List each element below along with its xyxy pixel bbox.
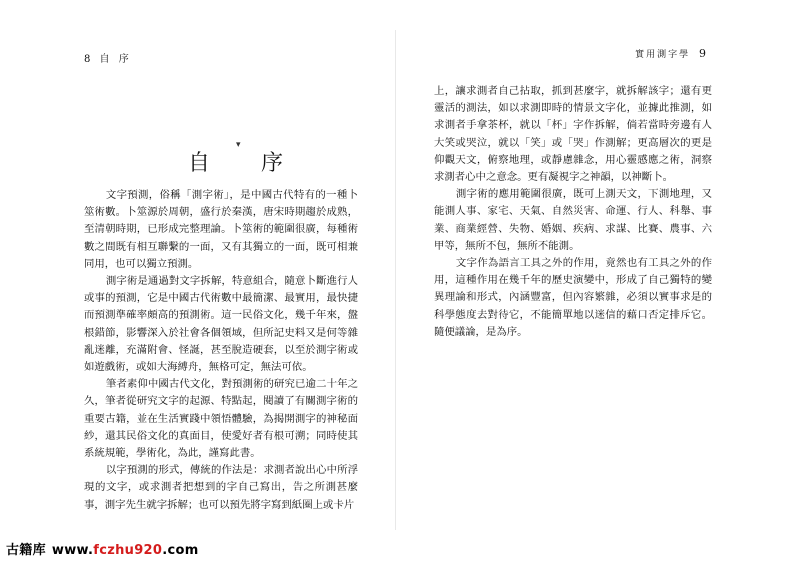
left-body-text — [84, 187, 358, 514]
watermark-url-domain: fczhu920 — [93, 543, 163, 558]
preface-title: 自 序 — [188, 151, 305, 176]
right-page — [396, 0, 793, 540]
paragraph: 測字術是通過對文字拆解，特意組合，隨意卜斷進行人或事的預測，它是中國古代術數中最簡潔、最實用，最快捷而預測準確率頗高的預測術。這一民俗文化，幾千年來，盤根錯節，影響深入於社會各個領域，但所記史料又是何等雜亂迷離，充滿附會、怪誕，甚至脫造硬套，以至於測字術或如遊戲術，或如大海縛舟，無格可定，無法可依。 — [84, 275, 358, 374]
paragraph: 文字作為語言工具之外的作用，竟然也有工具之外的作用，這種作用在幾千年的歷史演變中，形成了自己獨特的變異理論和形式，內涵豐富，但內容繁雜，必須以實事求是的科學態度去對待它，不能簡單地以迷信的藉口否定排斥它。隨便議論，是為序。 — [434, 257, 712, 338]
left-page — [0, 0, 396, 540]
paragraph: 以字預測的形式，傳統的作法是：求測者說出心中所浮現的文字，或求測者把想到的字自己寫出，告之所測甚麼事，測字先生就字拆解；也可以預先將字寫到紙圈上或卡片 — [84, 464, 358, 511]
watermark-url-suffix: .com — [162, 543, 199, 558]
paragraph: 上，讓求測者自己拈取，抓到甚麼字，就拆解該字；還有更靈活的測法，如以求測即時的情景文字化，並據此推測，如求測者手拿茶杯，就以「杯」字作拆解，倘若當時旁邊有人大笑或哭泣，就以「笑」或「哭」作測解；更高層次的更是仰觀天文，俯察地理，或靜慮雜念，用心靈感應之術，洞察求測者心中之意念。更有凝視字之神韻，以神斷卜。 — [434, 85, 712, 184]
paragraph: 筆者素仰中國古代文化，對預測術的研究已逾二十年之久，筆者從研究文字的起源、特點起，閱讀了有關測字術的重要古籍，並在生活實踐中領悟體驗，為揭開測字的神秘面紗，還其民俗文化的真面目，使愛好者有根可溯；同時使其系統規範，學術化，為此，謹寫此書。 — [84, 378, 358, 460]
ink-mark-icon: ▾ — [236, 140, 241, 150]
watermark-url-prefix: www. — [51, 543, 94, 558]
left-running-head: 8 自 序 — [84, 54, 132, 65]
paragraph: 文字預測，俗稱「測字術」，是中國古代特有的一種卜筮術數。卜筮源於周朝，盛行於秦漢，唐宋時期趨於成熟，至清朝時期，已形成完整理論。卜筮術的範圍很廣，每種術數之間既有相互聯繫的一面，又有其獨立的一面，既可相兼同用，也可以獨立預測。 — [84, 189, 358, 270]
right-running-head — [635, 47, 708, 60]
paragraph: 測字術的應用範圍很廣，既可上測天文，下測地理，又能測人事、家宅、天氣、自然災害、命運、行人、科舉、事業、商業經營、失物、婚姻、疾病、求謀、比賽、農事、六甲等，無所不包，無所不能測。 — [434, 188, 712, 252]
right-body-text — [434, 83, 712, 341]
page-number: 9 — [699, 47, 708, 60]
site-watermark — [6, 539, 199, 558]
book-title: 實用測字學 — [635, 50, 691, 60]
watermark-name: 古籍库 — [6, 543, 46, 558]
